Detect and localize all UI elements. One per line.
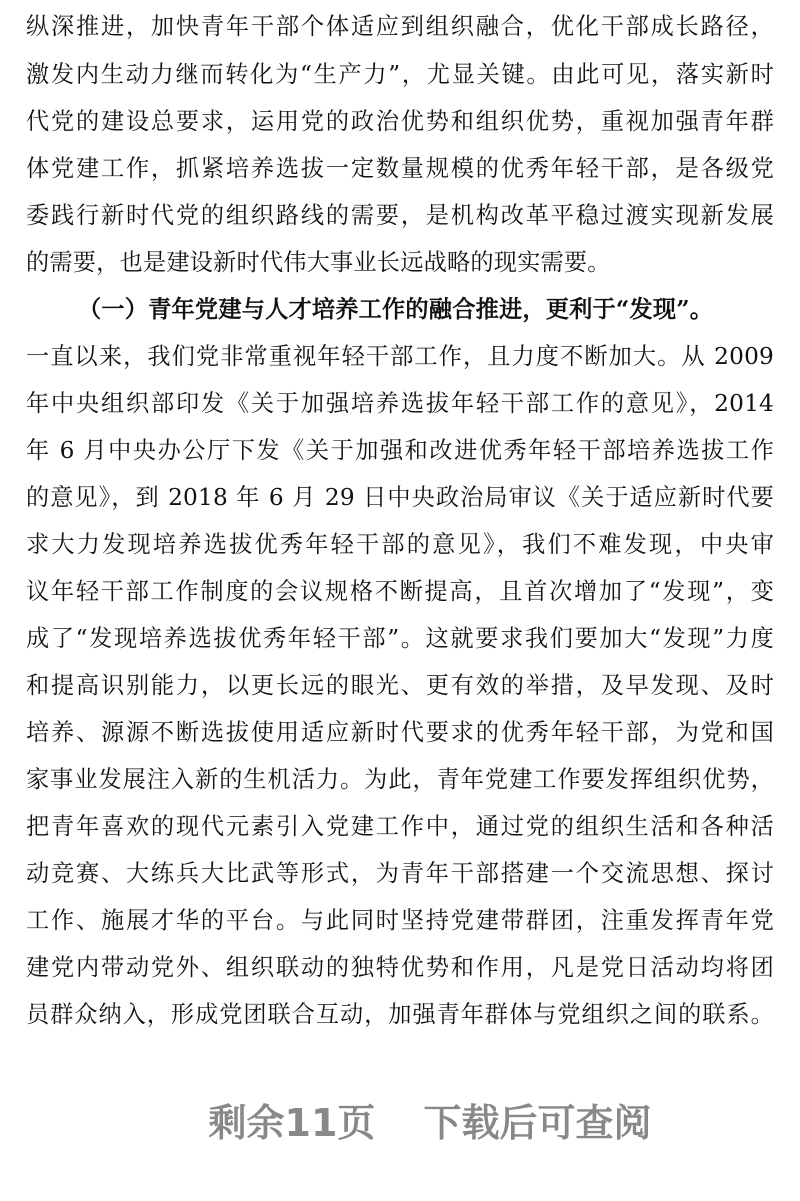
download-hint-label: 下载后可查阅	[423, 1101, 652, 1145]
paragraph-line: 纵深推进，加快青年干部个体适应到组织融合，优化干部成长路径，	[26, 13, 774, 40]
paragraph-line: 家事业发展注入新的生机活力。为此，青年党建工作要发挥组织优势，	[26, 766, 774, 793]
paragraph-line: 成了“发现培养选拔优秀年轻干部”。这就要求我们要加大“发现”力度	[26, 625, 774, 652]
paragraph-line: 体党建工作，抓紧培养选拔一定数量规模的优秀年轻干部，是各级党	[26, 155, 774, 182]
download-prompt[interactable]	[0, 1098, 800, 1148]
paragraph-line: 工作、施展才华的平台。与此同时坚持党建带群团，注重发挥青年党	[26, 907, 774, 934]
paragraph-line: 年 6 月中央办公厅下发《关于加强和改进优秀年轻干部培养选拔工作	[26, 437, 774, 464]
paragraph-line: 一直以来，我们党非常重视年轻干部工作，且力度不断加大。从 2009	[26, 343, 774, 370]
paragraph-line: 年中央组织部印发《关于加强培养选拔年轻干部工作的意见》，2014	[26, 390, 774, 417]
paragraph-line: 和提高识别能力，以更长远的眼光、更有效的举措，及早发现、及时	[26, 672, 774, 699]
paragraph-line: 建党内带动党外、组织联动的独特优势和作用，凡是党日活动均将团	[26, 954, 774, 981]
section-heading: （一）青年党建与人才培养工作的融合推进，更利于“发现”。	[78, 296, 714, 323]
paragraph-line: 求大力发现培养选拔优秀年轻干部的意见》，我们不难发现，中央审	[26, 531, 774, 558]
paragraph-line: 员群众纳入，形成党团联合互动，加强青年群体与党组织之间的联系。	[26, 1001, 774, 1028]
paragraph-line: 的需要，也是建设新时代伟大事业长远战略的现实需要。	[26, 249, 611, 276]
paragraph-line: 动竞赛、大练兵大比武等形式，为青年干部搭建一个交流思想、探讨	[26, 860, 774, 887]
paragraph-line: 把青年喜欢的现代元素引入党建工作中，通过党的组织生活和各种活	[26, 813, 774, 840]
paragraph-line: 代党的建设总要求，运用党的政治优势和组织优势，重视加强青年群	[26, 108, 774, 135]
paragraph-line: 议年轻干部工作制度的会议规格不断提高，且首次增加了“发现”，变	[26, 578, 774, 605]
paragraph-line: 委践行新时代党的组织路线的需要，是机构改革平稳过渡实现新发展	[26, 202, 774, 229]
paragraph-line: 激发内生动力继而转化为“生产力”，尤显关键。由此可见，落实新时	[26, 61, 774, 88]
paragraph-line: 培养、源源不断选拔使用适应新时代要求的优秀年轻干部，为党和国	[26, 719, 774, 746]
paragraph-line: 的意见》，到 2018 年 6 月 29 日中央政治局审议《关于适应新时代要	[26, 484, 774, 511]
remaining-pages-label: 剩余11页	[208, 1101, 376, 1145]
